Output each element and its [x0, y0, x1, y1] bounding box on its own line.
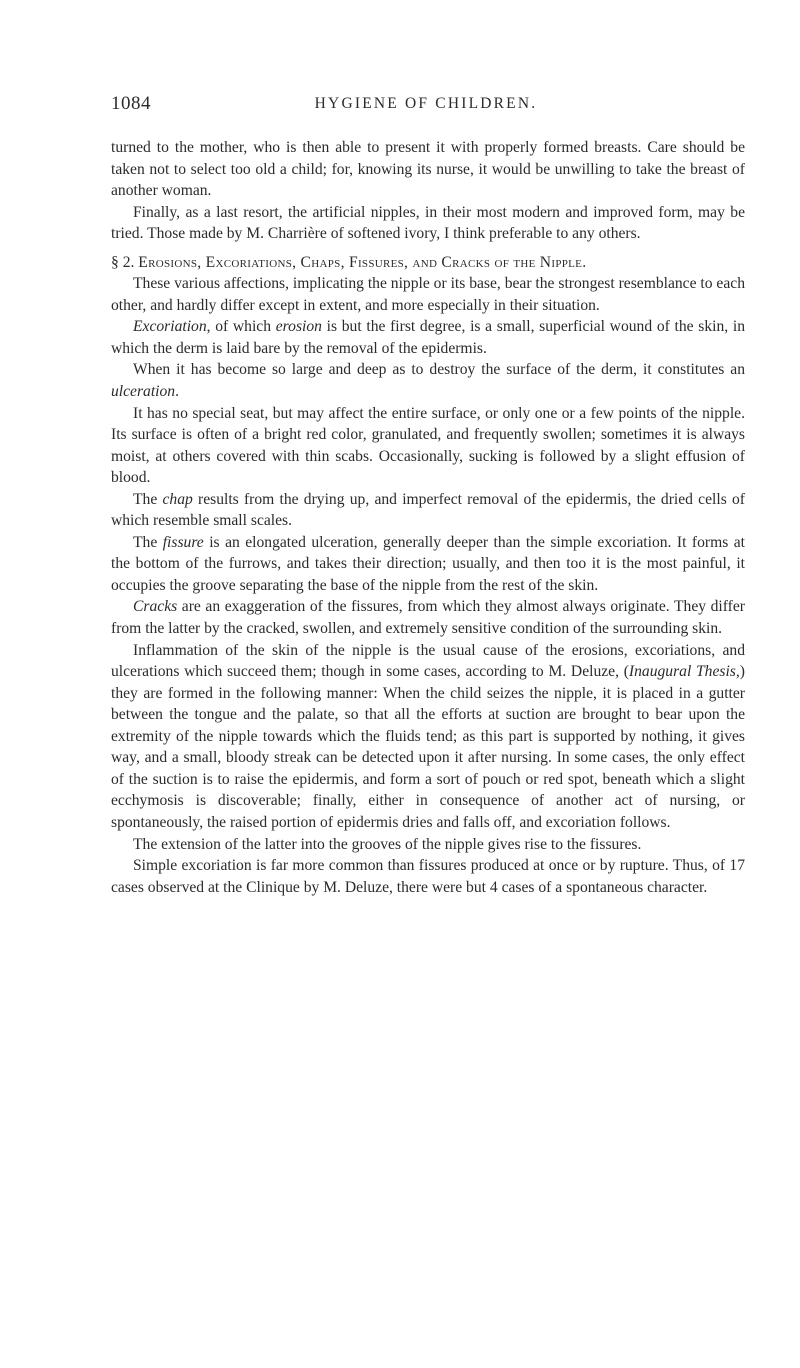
paragraph-text: Inflammation of the skin of the nipple is the usual cause of the erosions, excoriations, and ulcerations which succeed them; though in some cases, according to M. Deluze, (	[111, 641, 745, 681]
paragraph-text: When it has become so large and deep as to destroy the surface of the derm, it constitutes an	[133, 361, 745, 379]
paragraph: Simple excoriation is far more common than fissures produced at once or by rupture. Thus, of 17 cases observed at the Clinique by M. Deluze, there were but 4 cases of a spontaneous character.	[111, 857, 745, 896]
term-ulceration: ulceration	[111, 383, 176, 401]
paragraph-text: results from the drying up, and imperfect removal of the epidermis, the dried cells of which resemble small scales.	[111, 490, 745, 530]
page-number: 1084	[111, 93, 151, 114]
paragraph-text: .	[175, 383, 180, 401]
paragraph-text: is but the first degree, is a small, superficial wound of the skin, in which the derm is laid bare by the removal of the epidermis.	[111, 318, 745, 357]
paragraph-text: , of which	[206, 318, 276, 336]
section-title: Erosions, Excoriations, Chaps, Fissures, and Cracks of the Nipple.	[138, 253, 587, 271]
paragraph	[111, 359, 745, 402]
paragraph	[111, 640, 745, 834]
citation-title: Inaugural Thesis,	[628, 663, 740, 681]
paragraph: Finally, as a last resort, the artificial nipples, in their most modern and improved form, may be tried. Those made by M. Charrière of softened ivory, I think preferable to any others.	[111, 203, 745, 243]
section-number: § 2.	[111, 253, 135, 271]
term-chap: chap	[162, 490, 193, 508]
paragraph: These various affections, implicating the nipple or its base, bear the strongest resemblance to each other, and hardly differ except in extent, and more especially in their situation.	[111, 275, 745, 314]
paragraph-text: are an exaggeration of the fissures, from which they almost always originate. They differ from the latter by the cracked, swollen, and extremely sensitive condition of the surrounding skin.	[111, 598, 745, 638]
paragraph	[111, 489, 745, 532]
paragraph: The extension of the latter into the grooves of the nipple gives rise to the fissures.	[133, 835, 642, 853]
term-erosion: erosion	[275, 318, 322, 336]
paragraph	[111, 596, 745, 639]
paragraph-text: ) they are formed in the following manner: When the child seizes the nipple, it is placed in a gutter between the tongue and the palate, so that all the efforts at suction are brought to bear upon the extremity of the nipple towards which the fluids tend; as this part is supported by nothing, it gives way, and a small, bloody streak can be detected upon it after nursing. In some cases, the only effect of the suction is to raise the epidermis, and form a sort of pouch or red spot, beneath which a slight ecchymosis is discoverable; finally, either in consequence of another act of nursing, or spontaneously, the raised portion of epidermis dries and falls off, and excoriation follows.	[111, 663, 745, 831]
paragraph: It has no special seat, but may affect the entire surface, or only one or a few points of the nipple. Its surface is often of a bright red color, granulated, and frequently swollen; sometimes it is always moist, at others covered with thin scabs. Occasionally, sucking is followed by a slight effusion of blood.	[111, 404, 745, 487]
paragraph-text: is an elongated ulceration, generally deeper than the simple excoriation. It forms at the bottom of the furrows, and takes their direction; usually, and then too it is the most painful, it occupies the groove separating the base of the nipple from the rest of the skin.	[111, 533, 745, 594]
paragraph	[111, 316, 745, 359]
paragraph-text: The	[133, 533, 163, 551]
paragraph-text: The	[133, 490, 163, 508]
term-fissure: fissure	[162, 533, 204, 551]
term-cracks: Cracks	[133, 598, 178, 616]
body-text	[111, 137, 745, 898]
paragraph	[111, 532, 745, 597]
term-excoriation: Excoriation	[133, 318, 207, 336]
paragraph: turned to the mother, who is then able to present it with properly formed breasts. Care should be taken not to select too old a child; for, knowing its nurse, it would be unwilling to take the breast of another woman.	[111, 139, 745, 200]
page-header	[111, 93, 741, 119]
section-heading	[111, 252, 745, 274]
running-head: HYGIENE OF CHILDREN.	[314, 95, 538, 112]
